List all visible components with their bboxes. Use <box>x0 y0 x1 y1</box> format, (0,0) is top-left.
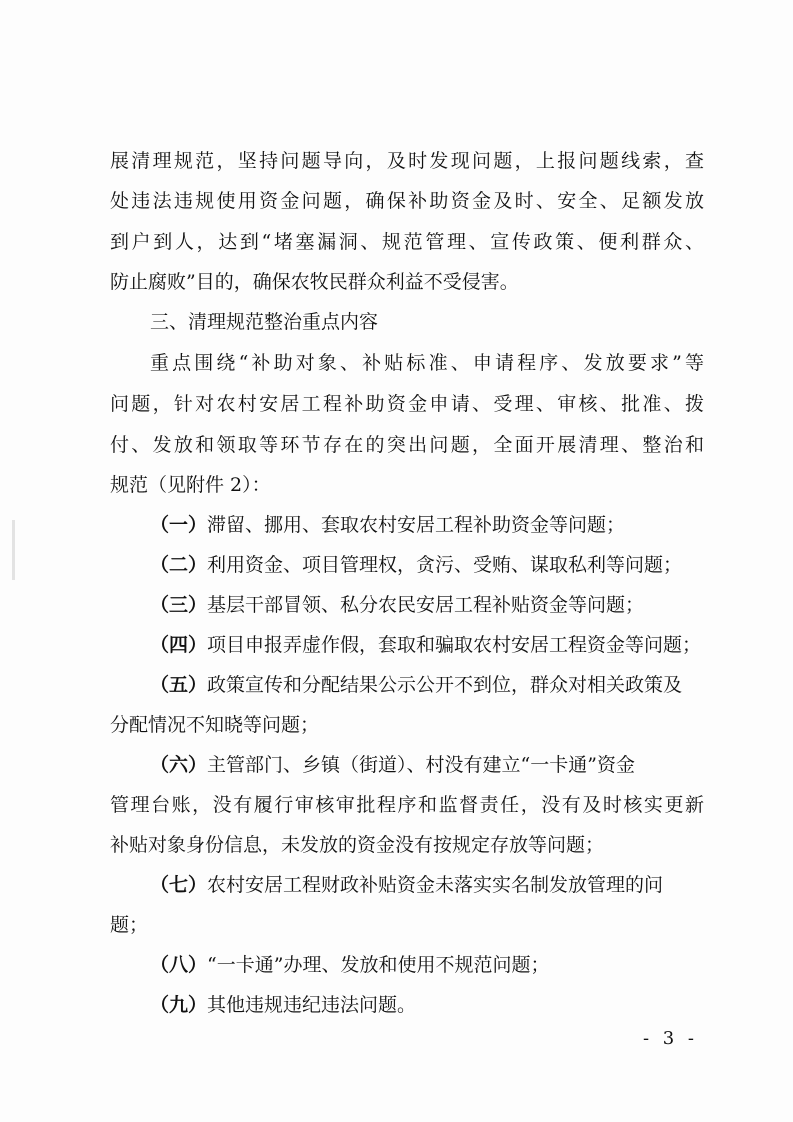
list-item-text: “一卡通”办理、发放和使用不规范问题； <box>207 954 550 976</box>
list-item <box>110 870 663 900</box>
paragraph-line: 处违法违规使用资金问题，确保补助资金及时、安全、足额发放 <box>110 190 704 212</box>
list-item-number: （一） <box>150 514 208 536</box>
scan-margin-mark <box>12 520 15 580</box>
list-item-text: 政策宣传和分配结果公示公开不到位，群众对相关政策及 <box>207 674 683 696</box>
paragraph-line: 付、发放和领取等环节存在的突出问题，全面开展清理、整治和 <box>110 434 704 456</box>
list-item <box>110 630 701 660</box>
list-item-continuation: 管理台账，没有履行审核审批程序和监督责任，没有及时核实更新 <box>110 794 704 816</box>
paragraph-line: 重点围绕“补助对象、补贴标准、申请程序、发放要求”等 <box>150 352 704 374</box>
list-item <box>110 990 416 1020</box>
section-heading: 三、清理规范整治重点内容 <box>150 311 379 333</box>
list-item-number: （三） <box>150 594 208 616</box>
paragraph-line: 规范（见附件 2）： <box>110 474 271 496</box>
paragraph-line: 防止腐败”目的，确保农牧民群众利益不受侵害。 <box>110 271 519 293</box>
list-item-continuation: 题； <box>110 914 149 936</box>
list-item-number: （八） <box>150 954 208 976</box>
list-item-continuation: 分配情况不知晓等问题； <box>110 714 320 736</box>
list-item-number: （二） <box>150 554 208 576</box>
page-number: - 3 - <box>642 1028 698 1049</box>
paragraph-line: 展清理规范，坚持问题导向，及时发现问题，上报问题线索，查 <box>110 150 704 172</box>
list-item-text: 滞留、挪用、套取农村安居工程补助资金等问题； <box>207 514 626 536</box>
list-item-text: 基层干部冒领、私分农民安居工程补贴资金等问题； <box>207 594 645 616</box>
list-item-number: （九） <box>150 994 208 1016</box>
list-item <box>110 510 625 540</box>
list-item-number: （五） <box>150 674 208 696</box>
list-item <box>110 550 682 580</box>
list-item-text: 主管部门、乡镇（街道）、村没有建立“一卡通”资金 <box>207 754 635 776</box>
list-item-number: （六） <box>150 754 208 776</box>
list-item-number: （七） <box>150 874 208 896</box>
list-item-text: 农村安居工程财政补贴资金未落实实名制发放管理的问 <box>207 874 664 896</box>
list-item-text: 利用资金、项目管理权，贪污、受贿、谋取私利等问题； <box>207 554 683 576</box>
list-item-text: 项目申报弄虚作假，套取和骗取农村安居工程资金等问题； <box>207 634 702 656</box>
list-item <box>110 670 682 700</box>
paragraph-line: 问题，针对农村安居工程补助资金申请、受理、审核、批准、拨 <box>110 393 704 415</box>
paragraph-line: 到户到人，达到“堵塞漏洞、规范管理、宣传政策、便利群众、 <box>110 231 704 253</box>
list-item <box>110 950 549 980</box>
list-item <box>110 750 635 780</box>
list-item-continuation: 补贴对象身份信息，未发放的资金没有按规定存放等问题； <box>110 834 605 856</box>
list-item-text: 其他违规违纪违法问题。 <box>207 994 417 1016</box>
list-item-number: （四） <box>150 634 208 656</box>
list-item <box>110 590 644 620</box>
